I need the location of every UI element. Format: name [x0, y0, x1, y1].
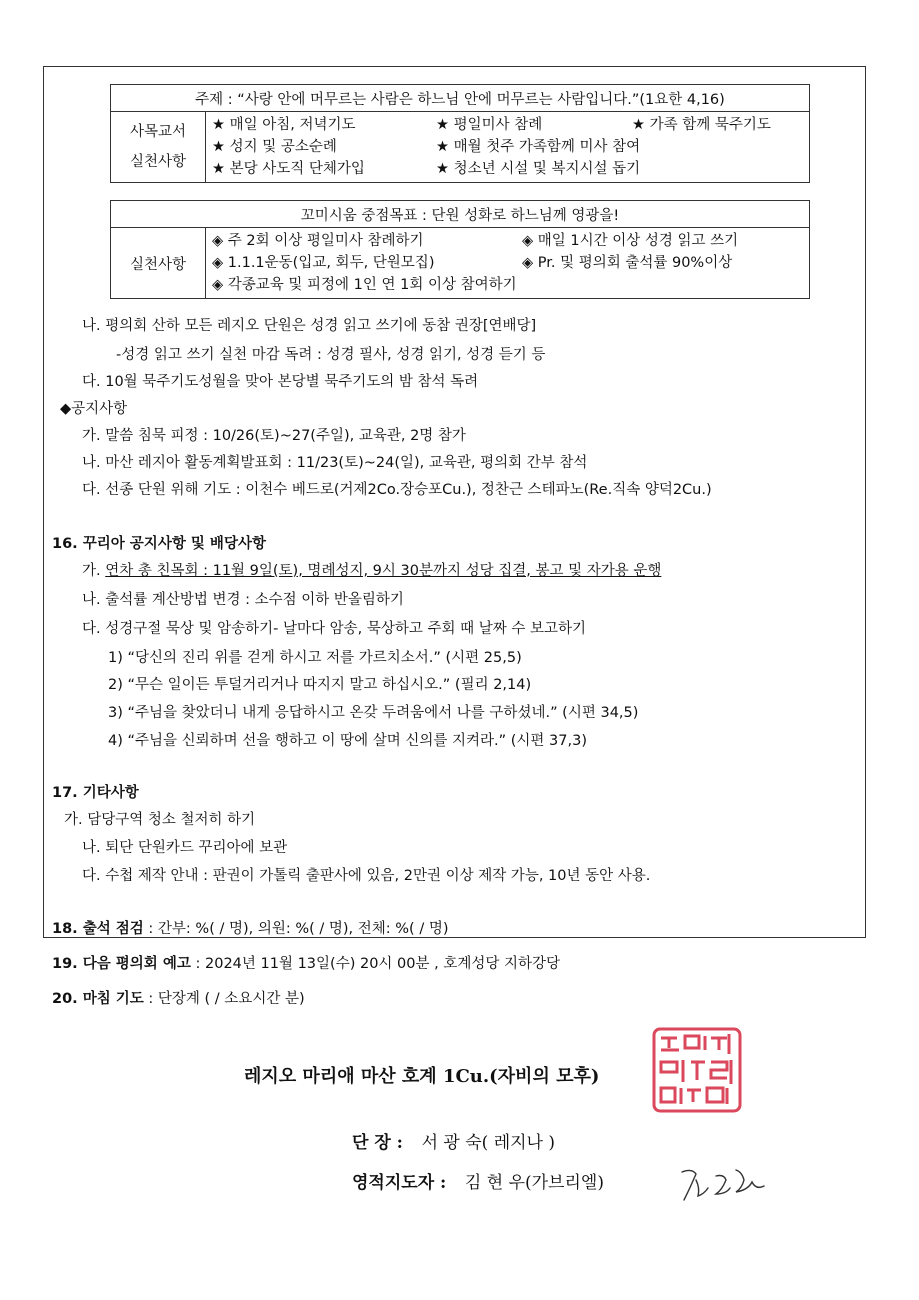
- signer-director: [352, 1168, 604, 1193]
- theme-cell: [111, 85, 810, 112]
- practice-item: ◈ 1.1.1운동(입교, 회두, 단원모집): [212, 255, 435, 271]
- practice-item: ◈ 주 2회 이상 평일미사 참례하기: [212, 233, 424, 249]
- notice-item: 다. 선종 단원 위해 기도 : 이천수 베드로(거제2Co.장승포Cu.), 정찬근 스테파노(Re.직속 양덕2Cu.): [82, 482, 712, 498]
- practice-row: [212, 252, 803, 274]
- section-20-title: 20. 마침 기도: [52, 991, 144, 1007]
- directive-items-cell: [206, 112, 810, 183]
- practice-label-cell: [111, 228, 206, 299]
- practice-item: [522, 274, 803, 296]
- directive-item: ★ 본당 사도직 단체가입: [212, 161, 365, 177]
- section-19-text: : 2024년 11월 13일(수) 20시 00분 , 호계성당 지하강당: [190, 956, 560, 972]
- directive-item: ★ 청소년 시설 및 복지시설 돕기: [436, 161, 641, 177]
- section-19-title: 19. 다음 평의회 예고: [52, 956, 191, 972]
- theme-text: 주제 : “사랑 안에 머무르는 사람은 하느님 안에 머무르는 사람입니다.”(1요한 4,16): [195, 91, 725, 108]
- handwritten-signature-icon: [676, 1162, 772, 1206]
- directive-item: ★ 평일미사 참례: [436, 117, 543, 133]
- practice-row: [212, 230, 803, 252]
- practice-item: ◈ 매일 1시간 이상 성경 읽고 쓰기: [522, 233, 739, 249]
- section-16-item-c: 다. 성경구절 묵상 및 암송하기- 날마다 암송, 묵상하고 주회 때 날짜 수 보고하기: [82, 621, 586, 637]
- section-16-item-a-text: 연차 총 친목회 : 11월 9일(토), 명례성지, 9시 30분까지 성당 집결, 봉고 및 자가용 운행: [105, 563, 662, 579]
- directive-row: [212, 158, 803, 180]
- section-16-title: 16. 꾸리아 공지사항 및 배당사항: [52, 536, 266, 552]
- directive-label-1: 사목교서: [129, 124, 187, 140]
- practice-label: 실천사항: [129, 256, 187, 273]
- section-17-item: 다. 수첩 제작 안내 : 판권이 가톨릭 출판사에 있음, 2만권 이상 제작 가능, 10년 동안 사용.: [82, 868, 651, 884]
- section-17-item: 나. 퇴단 단원카드 꾸리아에 보관: [82, 840, 288, 856]
- practice-row: [212, 274, 803, 296]
- seal-stamp-icon: [651, 1026, 743, 1114]
- verse-item: 2) “무슨 일이든 투덜거리거나 따지지 말고 하십시오.” (필리 2,14): [108, 677, 532, 693]
- notice-item: 가. 말씀 침묵 피정 : 10/26(토)~27(주일), 교육관, 2명 참가: [82, 428, 466, 444]
- section-20-text: : 단장계 ( / 소요시간 분): [143, 991, 305, 1007]
- item-rosary-night: 다. 10월 묵주기도성월을 맞아 본당별 묵주기도의 밤 참석 독려: [82, 374, 479, 390]
- practice-item: ◈ Pr. 및 평의회 출석률 90%이상: [522, 255, 733, 271]
- comitium-goal-table: [110, 200, 810, 299]
- verse-item: 4) “주님을 신뢰하며 선을 행하고 이 땅에 살며 신의를 지켜라.” (시편 37,3): [108, 733, 587, 749]
- directive-item: ★ 매일 아침, 저녁기도: [212, 117, 356, 133]
- section-19: [52, 952, 560, 973]
- signer-head-label: 단 장 :: [352, 1133, 403, 1153]
- notice-title: ◆공지사항: [60, 401, 128, 417]
- directive-row: [212, 114, 803, 136]
- section-18: [52, 917, 448, 938]
- goal-text: 꼬미시움 중점목표 : 단원 성화로 하느님께 영광을!: [300, 207, 620, 224]
- section-17-item: 가. 담당구역 청소 철저히 하기: [64, 812, 256, 828]
- item-bible-reading: 나. 평의회 산하 모든 레지오 단원은 성경 읽고 쓰기에 동참 권장[연배당]: [82, 318, 537, 334]
- verse-item: 3) “주님을 찾았더니 내게 응답하시고 온갖 두려움에서 나를 구하셨네.” (시편 34,5): [108, 705, 639, 721]
- verse-item: 1) “당신의 진리 위를 걷게 하시고 저를 가르치소서.” (시편 25,5): [108, 650, 522, 666]
- directive-label-2: 실천사항: [129, 154, 187, 170]
- section-16-item-a-prefix: 가.: [82, 563, 106, 579]
- directive-item: ★ 가족 함께 묵주기도: [632, 117, 771, 133]
- section-18-title: 18. 출석 점검: [52, 921, 144, 937]
- directive-item: ★ 매월 첫주 가족함께 미사 참여: [436, 139, 641, 155]
- item-bible-deadline: -성경 읽고 쓰기 실천 마감 독려 : 성경 필사, 성경 읽기, 성경 듣기 등: [116, 347, 546, 363]
- signer-director-label: 영적지도자 :: [352, 1173, 447, 1193]
- pastoral-directive-table: [110, 84, 810, 183]
- organization-name: 레지오 마리애 마산 호계 1Cu.(자비의 모후): [244, 1066, 600, 1087]
- section-16-item-a: [82, 559, 661, 580]
- signer-head-name: 서 광 숙( 레지나 ): [421, 1133, 555, 1153]
- directive-row: [212, 136, 803, 158]
- section-17-title: 17. 기타사항: [52, 785, 139, 801]
- practice-items-cell: [206, 228, 810, 299]
- directive-label-cell: [111, 112, 206, 183]
- practice-item: ◈ 각종교육 및 피정에 1인 연 1회 이상 참여하기: [212, 277, 517, 293]
- section-20: [52, 987, 305, 1008]
- signer-director-name: 김 현 우(가브리엘): [464, 1173, 604, 1193]
- notice-item: 나. 마산 레지아 활동계획발표회 : 11/23(토)~24(일), 교육관, 평의회 간부 참석: [82, 455, 588, 471]
- signer-head: [352, 1128, 555, 1153]
- directive-item: [632, 158, 803, 180]
- section-16-item-b: 나. 출석률 계산방법 변경 : 소수점 이하 반올림하기: [82, 592, 404, 608]
- goal-cell: [111, 201, 810, 228]
- section-18-text: : 간부: %( / 명), 의원: %( / 명), 전체: %( / 명): [143, 921, 449, 937]
- directive-item: ★ 성지 및 공소순례: [212, 139, 337, 155]
- directive-item: [632, 136, 803, 158]
